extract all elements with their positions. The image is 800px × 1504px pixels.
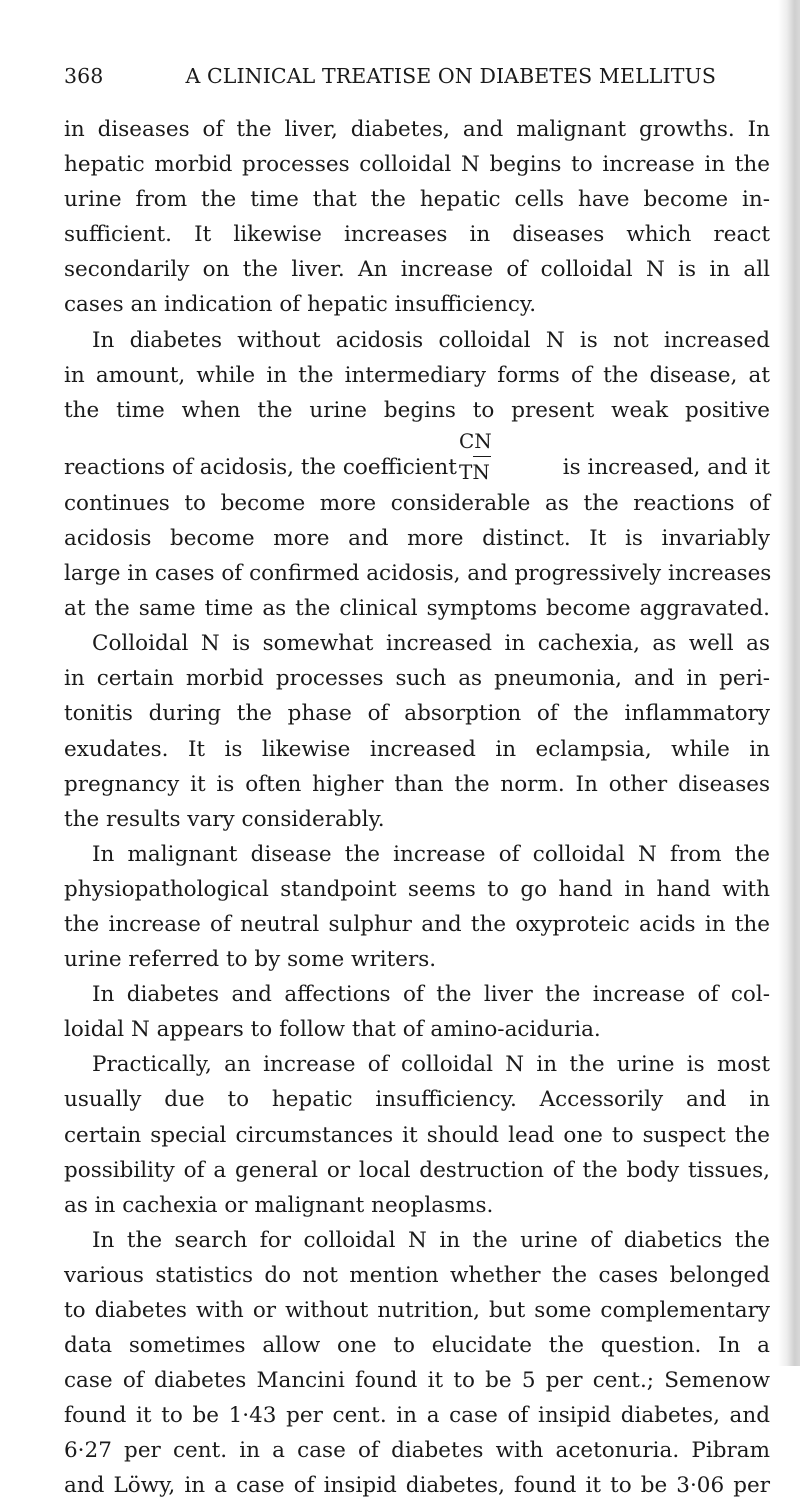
text-line: the results vary considerably.	[64, 806, 385, 832]
text-line: the time when the urine begins to present weak positive	[64, 397, 770, 423]
paragraph-start-line: In the search for colloidal N in the urine of diabetics the	[92, 1227, 770, 1253]
text-line: in amount, while in the intermediary forms of the disease, at	[64, 362, 770, 388]
text-line: to diabetes with or without nutrition, but some complementary	[64, 1298, 770, 1323]
text-line: usually due to hepatic insufficiency. Accessorily and in	[64, 1087, 770, 1113]
text-line: the increase of neutral sulphur and the oxyproteic acids in the	[64, 911, 770, 937]
text-line: possibility of a general or local destruction of the body tissues,	[64, 1157, 770, 1183]
fraction-bar	[473, 456, 491, 457]
text-line: found it to be 1·43 per cent. in a case of insipid diabetes, and	[64, 1403, 770, 1429]
text-line: urine from the time that the hepatic cells have become in-	[64, 187, 770, 213]
text-line: large in cases of confirmed acidosis, and progressively increases	[64, 561, 772, 587]
paragraph-start-line: Practically, an increase of colloidal N in the urine is most	[92, 1052, 770, 1078]
text-line: acidosis become more and more distinct. It is invariably	[64, 525, 770, 551]
text-line: case of diabetes Mancini found it to be 5 per cent.; Semenow	[64, 1368, 770, 1394]
text-line: pregnancy it is often higher than the norm. In other diseases	[64, 771, 770, 797]
text-line: urine referred to by some writers.	[64, 947, 437, 973]
text-line: at the same time as the clinical symptoms become aggravated.	[64, 596, 770, 622]
paragraph-start-line: Colloidal N is somewhat increased in cachexia, as well as	[92, 631, 770, 657]
paragraph-start-line: In malignant disease the increase of colloidal N from the	[92, 841, 770, 867]
text-line: in diseases of the liver, diabetes, and malignant growths. In	[64, 117, 770, 142]
fraction-line-before: reactions of acidosis, the coefficient	[64, 454, 457, 480]
text-line: exudates. It is likewise increased in eclampsia, while in	[64, 736, 770, 762]
page-number: 368	[64, 64, 104, 88]
text-line: in certain morbid processes such as pneumonia, and in peri-	[64, 666, 770, 692]
running-header	[64, 64, 716, 88]
text-line: certain special circumstances it should lead one to suspect the	[64, 1122, 770, 1148]
text-line: various statistics do not mention whether the cases belonged	[64, 1262, 770, 1288]
fraction-line	[64, 428, 770, 486]
text-line: secondarily on the liver. An increase of colloidal N is in all	[64, 257, 770, 283]
text-line: physiopathological standpoint seems to go hand in hand with	[64, 876, 770, 902]
paragraph-start-line: In diabetes and affections of the liver the increase of col-	[92, 982, 770, 1008]
text-line: sufficient. It likewise increases in diseases which react	[64, 222, 770, 248]
text-line: 6·27 per cent. in a case of diabetes with acetonuria. Pibram	[64, 1438, 770, 1464]
text-line: hepatic morbid processes colloidal N begins to increase in the	[64, 152, 770, 178]
running-title: A CLINICAL TREATISE ON DIABETES MELLITUS	[185, 64, 716, 88]
text-line: tonitis during the phase of absorption of the inflammatory	[64, 701, 770, 727]
text-line: cases an indication of hepatic insufficiency.	[64, 292, 537, 318]
page-edge-shadow	[778, 0, 800, 1366]
text-line: data sometimes allow one to elucidate the question. In a	[64, 1333, 770, 1359]
body-text	[64, 112, 770, 1504]
fraction-numerator: CN	[459, 428, 492, 453]
text-line: continues to become more considerable as the reactions of	[64, 490, 770, 516]
text-line: as in cachexia or malignant neoplasms.	[64, 1192, 494, 1218]
coefficient-fraction	[459, 428, 505, 485]
fraction-line-after: is increased, and it	[562, 454, 770, 480]
fraction-denominator: TN	[459, 459, 490, 484]
text-line: loidal N appears to follow that of amino-aciduria.	[64, 1017, 601, 1043]
paragraph-start-line: In diabetes without acidosis colloidal N is not increased	[92, 327, 770, 353]
text-line: and Löwy, in a case of insipid diabetes, found it to be 3·06 per	[64, 1473, 770, 1499]
